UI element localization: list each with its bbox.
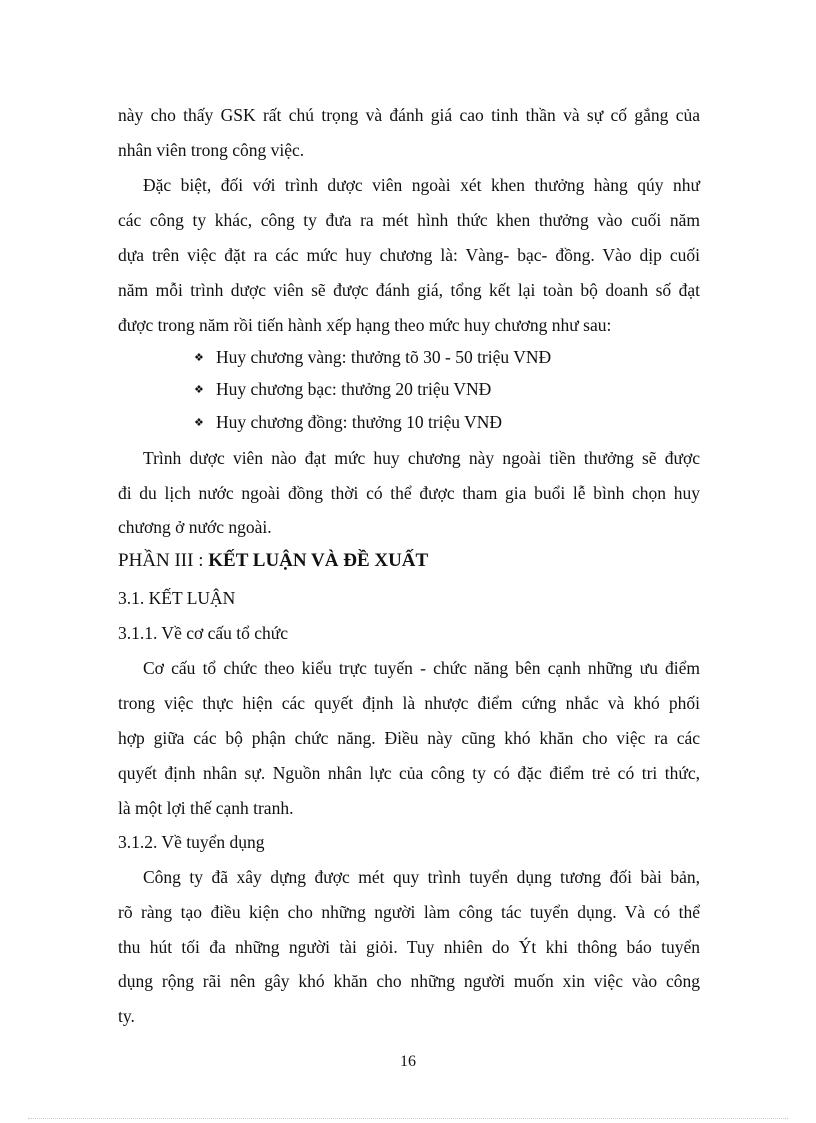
medal-silver-text: Huy chương bạc: thưởng 20 triệu VNĐ — [216, 379, 492, 399]
subsection-heading: 3.1.2. Về tuyển dụng — [118, 832, 265, 852]
diamond-bullet-icon: ❖ — [194, 384, 204, 396]
body-text-line: Trình dược viên nào đạt mức huy chương này ngoài tiền thưởng sẽ được — [143, 448, 700, 468]
page-bottom-border — [28, 1118, 788, 1119]
body-text-line: trong việc thực hiện các quyết định là nhược điểm cứng nhắc và khó phối — [118, 693, 700, 713]
body-text-line: nhân viên trong công việc. — [118, 140, 305, 160]
body-text-line: chương ở nước ngoài. — [118, 517, 272, 537]
list-item — [194, 411, 502, 433]
body-text-line: đi du lịch nước ngoài đồng thời có thể được tham gia buổi lễ bình chọn huy — [118, 483, 700, 503]
body-text-line: được trong năm rồi tiến hành xếp hạng theo mức huy chương như sau: — [118, 315, 612, 335]
diamond-bullet-icon: ❖ — [194, 417, 204, 429]
body-text-line: quyết định nhân sự. Nguồn nhân lực của công ty có đặc điểm trẻ có tri thức, — [118, 763, 700, 783]
part-heading-prefix: PHẦN III : — [118, 550, 209, 571]
section-heading: 3.1. KẾT LUẬN — [118, 588, 236, 608]
body-text-line: thu hút tối đa những người tài giỏi. Tuy nhiên do Ýt khi thông báo tuyển — [118, 937, 700, 957]
body-text-line: dụng rộng rãi nên gây khó khăn cho những người muốn xin việc vào công — [118, 971, 700, 991]
body-text-line: năm mỗi trình dược viên sẽ được đánh giá, tổng kết lại toàn bộ doanh số đạt — [118, 280, 700, 300]
body-text-line: hợp giữa các bộ phận chức năng. Điều này cũng khó khăn cho việc ra các — [118, 728, 700, 748]
subsection-heading: 3.1.1. Về cơ cấu tổ chức — [118, 623, 289, 643]
medal-gold-text: Huy chương vàng: thưởng tõ 30 - 50 triệu VNĐ — [216, 347, 552, 367]
body-text-line: Công ty đã xây dựng được mét quy trình tuyển dụng tương đối bài bản, — [143, 867, 700, 887]
list-item — [194, 346, 551, 368]
part-heading-title: KẾT LUẬN VÀ ĐỀ XUẤT — [208, 550, 429, 571]
body-text-line: Cơ cấu tổ chức theo kiểu trực tuyến - chức năng bên cạnh những ưu điểm — [143, 658, 700, 678]
page-number: 16 — [400, 1053, 416, 1070]
medal-bronze-text: Huy chương đồng: thưởng 10 triệu VNĐ — [216, 412, 503, 432]
part-heading — [118, 549, 428, 573]
body-text-line: rõ ràng tạo điều kiện cho những người làm công tác tuyển dụng. Và có thể — [118, 902, 700, 922]
diamond-bullet-icon: ❖ — [194, 352, 204, 364]
body-text-line: ty. — [118, 1006, 135, 1026]
body-text-line: Đặc biệt, đối với trình dược viên ngoài xét khen thưởng hàng qúy như — [143, 175, 700, 195]
body-text-line: dựa trên việc đặt ra các mức huy chương là: Vàng- bạc- đồng. Vào dịp cuối — [118, 245, 700, 265]
list-item — [194, 378, 491, 400]
body-text-line: này cho thấy GSK rất chú trọng và đánh giá cao tinh thần và sự cố gắng của — [118, 105, 700, 125]
body-text-line: là một lợi thế cạnh tranh. — [118, 798, 294, 818]
body-text-line: các công ty khác, công ty đưa ra mét hình thức khen thưởng vào cuối năm — [118, 210, 700, 230]
